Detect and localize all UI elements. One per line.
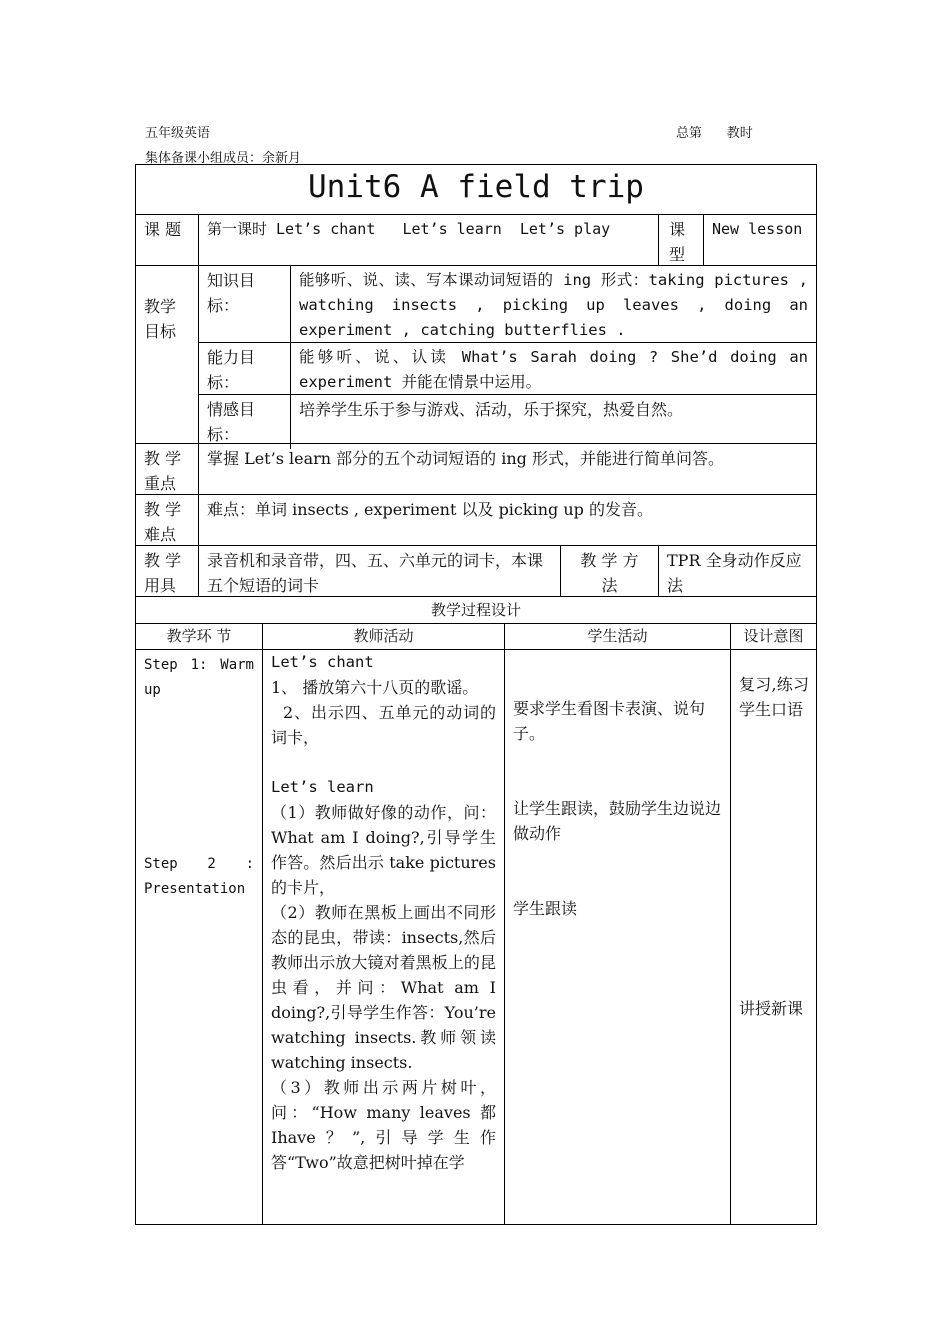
tools-row <box>136 546 816 597</box>
objective-knowledge <box>199 266 816 343</box>
teacher-line: 2、出示四、五单元的动词的词卡， <box>271 703 496 747</box>
key-points-text: 掌握 Let’s learn 部分的五个动词短语的 ing 形式，并能进行简单问答。 <box>207 449 724 468</box>
objectives-list <box>199 266 816 443</box>
teacher-line: 1、 播放第六十八页的歌谣。 <box>271 678 479 697</box>
student-item: 学生跟读 <box>513 899 578 918</box>
process-heading: 教学过程设计 <box>430 601 521 619</box>
teacher-line: （1）教师做好像的动作，问：What am I doing?,引导学生作答。然后出示 take pictures 的卡片， <box>271 803 496 897</box>
key-points-label: 教 学 重点 <box>136 444 199 494</box>
topic-row <box>136 215 816 266</box>
purpose-item: 复习,练习学生口语 <box>739 675 809 719</box>
method-value: TPR 全身动作反应法 <box>667 551 802 595</box>
method-label: 教 学 方 法 <box>561 546 659 596</box>
key-points-row <box>136 444 816 495</box>
difficulties-label: 教 学 难点 <box>136 495 199 545</box>
purpose-item: 讲授新课 <box>739 999 804 1018</box>
column-header: 教学环 节 <box>136 624 263 649</box>
lesson-counter: 总第 教时 <box>676 126 753 141</box>
student-activity <box>505 650 731 1224</box>
process-heading-row <box>136 597 816 624</box>
objective-text: 能够听、说、认读 What’s Sarah doing ? She’d doing an experiment 并能在情景中运用。 <box>299 348 808 391</box>
design-purpose <box>731 650 816 1224</box>
step-presentation: Step 2 : Presentation <box>144 856 254 897</box>
teacher-line: （3）教师出示两片树叶，问：“How many leaves 都 Ihave？”,引导学生作答“Two”故意把树叶掉在学 <box>271 1078 496 1172</box>
group-members: 集体备课小组成员：余新月 <box>145 151 302 166</box>
column-header: 学生活动 <box>505 624 731 649</box>
teacher-line: （2）教师在黑板上画出不同形态的昆虫，带读：insects,然后教师出示放大镜对着黑板上的昆虫看，并问：What am I doing?,引导学生作答：You’re watching insects.教师领读 watching insects. <box>271 903 496 1072</box>
unit-title: Unit6 A field trip <box>308 169 644 205</box>
objective-text: 培养学生乐于参与游戏、活动，乐于探究，热爱自然。 <box>299 400 684 419</box>
objective-text: 能够听、说、读、写本课动词短语的 ing 形式：taking pictures , watching insects , picking up leaves , doing an experiment , catching butterflies . <box>299 271 808 339</box>
student-item: 要求学生看图卡表演、说句子。 <box>513 699 706 743</box>
title-row <box>136 165 816 215</box>
step-column <box>136 650 263 1224</box>
topic-value: 第一课时 Let’s chant Let’s learn Let’s play <box>199 215 659 265</box>
lesson-plan-table <box>135 164 817 1225</box>
objective-label: 情感目标： <box>199 395 291 449</box>
type-label: 课型 <box>659 215 704 265</box>
student-item: 让学生跟读，鼓励学生边说边做动作 <box>513 799 722 843</box>
teacher-spacer <box>271 750 496 775</box>
step-warm-up: Step 1: Warm up <box>144 657 254 698</box>
teacher-activity <box>263 650 505 1224</box>
tools-text: 录音机和录音带，四、五、六单元的词卡，本课五个短语的词卡 <box>199 546 561 596</box>
difficulties-row <box>136 495 816 546</box>
column-header: 设计意图 <box>743 627 804 645</box>
objective-ability <box>199 343 816 395</box>
column-header: 教师活动 <box>263 624 505 649</box>
tools-label: 教 学 用具 <box>136 546 199 596</box>
process-column-headers <box>136 624 816 650</box>
objectives-row <box>136 266 816 444</box>
type-value: New lesson <box>712 220 803 238</box>
difficulties-text: 难点：单词 insects , experiment 以及 picking up 的发音。 <box>207 500 653 519</box>
objective-label: 能力目标： <box>199 343 291 394</box>
objective-emotion <box>199 395 816 449</box>
objectives-label: 教学目标 <box>136 266 199 443</box>
teacher-line: Let’s chant <box>271 653 374 671</box>
process-body-row <box>136 650 816 1224</box>
objective-label: 知识目标： <box>199 266 291 342</box>
teacher-line: Let’s learn <box>271 778 374 796</box>
topic-label: 课 题 <box>136 215 199 265</box>
grade-subject: 五年级英语 <box>145 126 211 141</box>
